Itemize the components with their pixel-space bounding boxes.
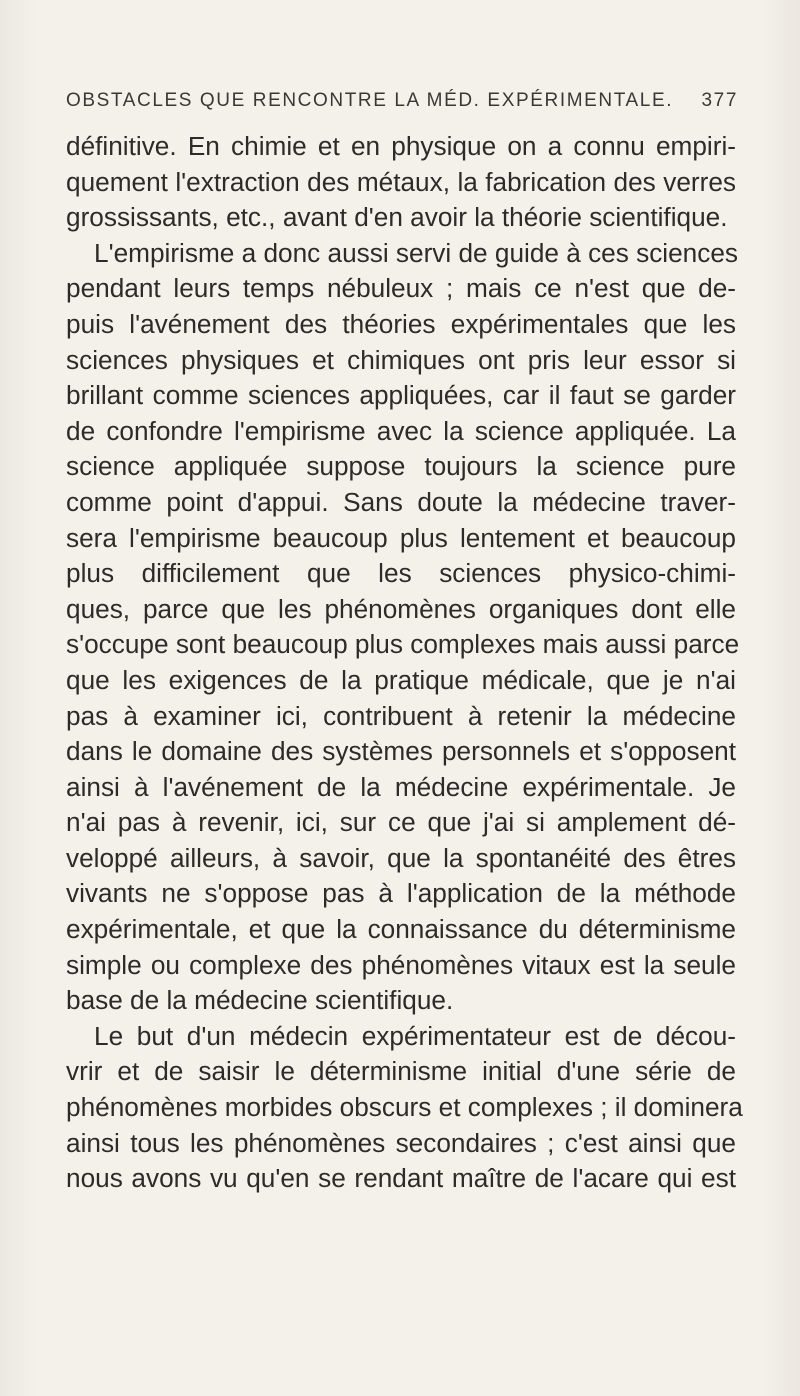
text-line: simple ou complexe des phénomènes vitaux est la seule: [66, 949, 736, 980]
running-title: OBSTACLES QUE RENCONTRE LA MÉD. EXPÉRIMENTALE.: [66, 90, 674, 111]
text-line: vrir et de saisir le déterminisme initial d'une série de: [66, 1056, 736, 1087]
text-line: de confondre l'empirisme avec la science appliquée. La: [66, 415, 736, 446]
text-line: science appliquée suppose toujours la science pure: [66, 451, 736, 482]
text-line: base de la médecine scientifique.: [66, 985, 454, 1016]
text-line: nous avons vu qu'en se rendant maître de l'acare qui est: [66, 1163, 736, 1194]
text-line: n'ai pas à revenir, ici, sur ce que j'ai si amplement dé-: [66, 807, 736, 838]
text-line: phénomènes morbides obscurs et complexes ; il dominera: [66, 1092, 743, 1123]
text-line: expérimentale, et que la connaissance du déterminisme: [66, 914, 736, 945]
text-line: grossissants, etc., avant d'en avoir la théorie scientifique.: [66, 202, 728, 233]
text-line: dans le domaine des systèmes personnels et s'opposent: [66, 736, 736, 767]
text-line: sera l'empirisme beaucoup plus lentement et beaucoup: [66, 522, 736, 553]
text-line: que les exigences de la pratique médicale, que je n'ai: [66, 664, 736, 695]
text-line: s'occupe sont beaucoup plus complexes mais aussi parce: [66, 629, 740, 660]
running-head: [66, 90, 738, 120]
text-line: vivants ne s'oppose pas à l'application de la méthode: [66, 878, 736, 909]
text-line: ainsi tous les phénomènes secondaires ; c'est ainsi que: [66, 1127, 736, 1158]
page-number: 377: [701, 90, 738, 111]
text-line: L'empirisme a donc aussi servi de guide à ces sciences: [94, 237, 738, 268]
text-line: quement l'extraction des métaux, la fabrication des verres: [66, 166, 736, 197]
text-line: comme point d'appui. Sans doute la médecine traver-: [66, 486, 736, 517]
text-line: plus difficilement que les sciences physico-chimi-: [66, 558, 736, 589]
text-line: ainsi à l'avénement de la médecine expérimentale. Je: [66, 771, 736, 802]
text-line: pendant leurs temps nébuleux ; mais ce n'est que de-: [66, 273, 736, 304]
text-line: Le but d'un médecin expérimentateur est de décou-: [94, 1020, 736, 1051]
text-line: ques, parce que les phénomènes organiques dont elle: [66, 593, 736, 624]
text-line: brillant comme sciences appliquées, car il faut se garder: [66, 380, 736, 411]
text-line: sciences physiques et chimiques ont pris leur essor si: [66, 344, 736, 375]
text-line: puis l'avénement des théories expérimentales que les: [66, 308, 736, 339]
body-text: [66, 129, 743, 1197]
text-line: pas à examiner ici, contribuent à retenir la médecine: [66, 700, 736, 731]
text-line: veloppé ailleurs, à savoir, que la spontanéité des êtres: [66, 842, 736, 873]
text-line: définitive. En chimie et en physique on a connu empiri-: [66, 131, 736, 161]
